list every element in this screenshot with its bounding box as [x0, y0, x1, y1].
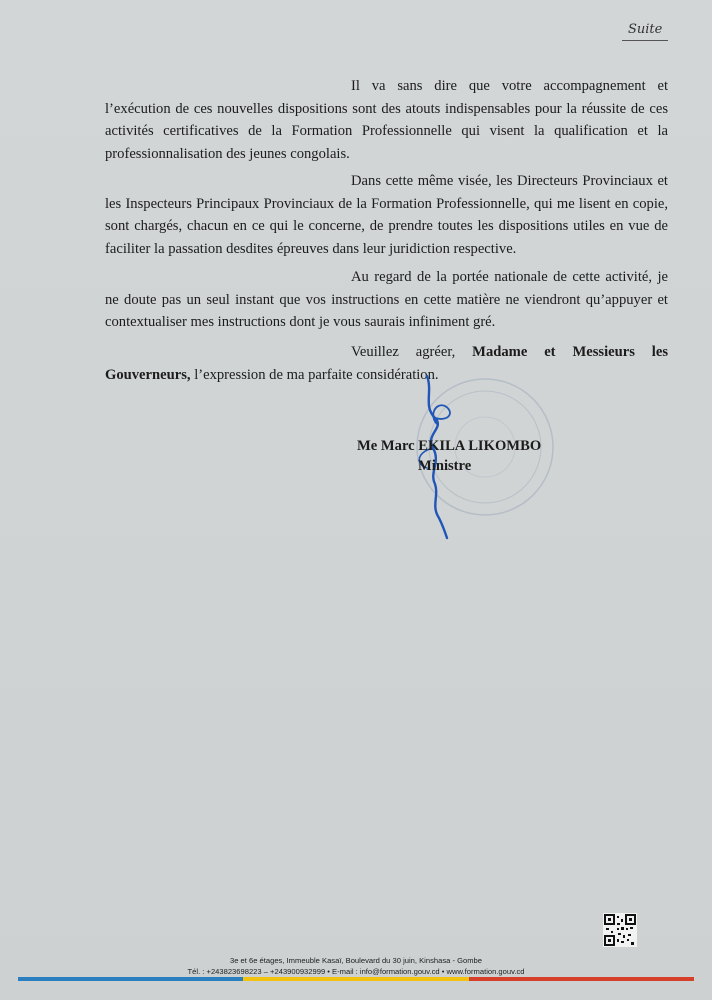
closing-start: Veuillez agréer, — [351, 344, 473, 360]
handwritten-signature — [405, 372, 475, 542]
qr-code-icon — [603, 913, 637, 947]
footer-address: 3e et 6e étages, Immeuble Kasaï, Boulevard du 30 juin, Kinshasa - Gombe — [229, 956, 482, 965]
paragraph-national-scope — [105, 266, 668, 334]
flag-color-bar — [18, 977, 694, 981]
paragraph-closing — [105, 341, 668, 386]
paragraph-provincial-directors — [105, 170, 668, 260]
paragraph-2-text: Dans cette même visée, les Directeurs Provinciaux et les Inspecteurs Principaux Provinciaux de la Formation Professionnelle, qui me lisent en copie, sont chargés, chacun en ce qui le concerne, de prendre toutes les dispositions utiles en vue de faciliter la passation desdites épreuves dans leur juridiction respective. — [105, 173, 668, 257]
signatory-name: Me Marc EKILA LIKOMBO — [357, 438, 542, 454]
flag-yellow-segment — [243, 977, 468, 981]
footer-contact: Tél. : +243823698223 – +243900932999 • E-mail : info@formation.gouv.cd • www.formation.gouv.cd — [187, 967, 525, 976]
paragraph-1-text: Il va sans dire que votre accompagnement et l’exécution de ces nouvelles dispositions sont des atouts indispensables pour la réussite de ces activités certificatives de la Formation Professionnelle qui visent la qualification et la professionnalisation des jeunes congolais. — [105, 78, 668, 162]
flag-red-segment — [469, 977, 694, 981]
suite-annotation: Suite — [628, 22, 663, 37]
suite-underline — [622, 40, 668, 41]
paragraph-4-text — [105, 341, 668, 386]
paragraph-accompaniment — [105, 75, 668, 165]
paragraph-3-text: Au regard de la portée nationale de cette activité, je ne doute pas un seul instant que vos instructions en cette matière ne viendront qu’appuyer et contextualiser mes instructions dont je vous saurais infiniment gré. — [105, 269, 668, 330]
closing-end: l’expression de ma parfaite considération. — [190, 366, 439, 383]
closing-addressees: Madame et Messieurs les Gouverneurs, — [105, 344, 669, 383]
signatory-title: Ministre — [418, 458, 472, 474]
flag-blue-segment — [18, 977, 243, 981]
